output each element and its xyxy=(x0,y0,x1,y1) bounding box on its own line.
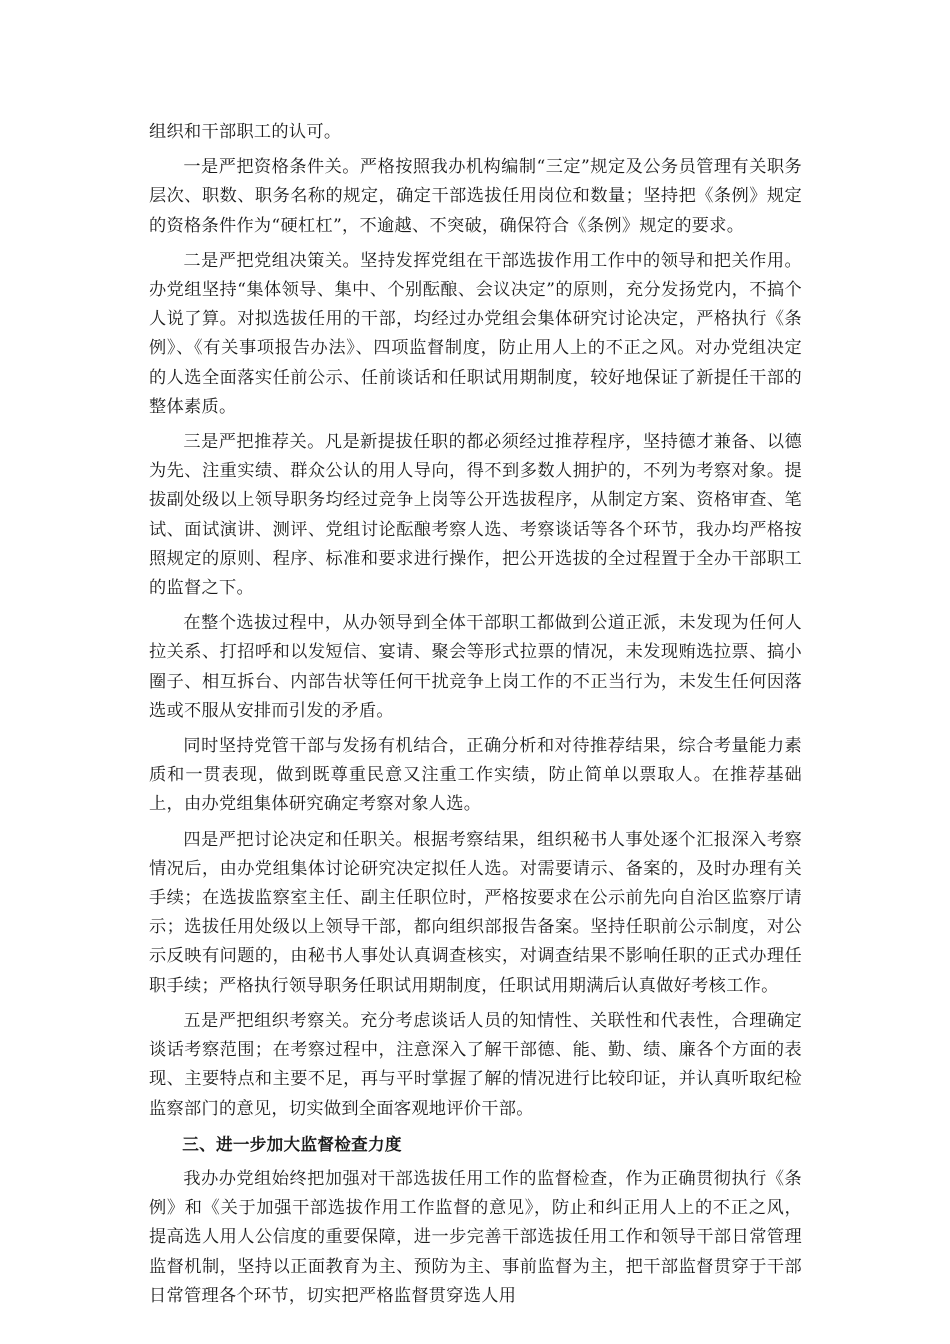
paragraph-qualification: 一是严把资格条件关。严格按照我办机构编制“三定”规定及公务员管理有关职务层次、职数、职务名称的规定，确定干部选拔任用岗位和数量；坚持把《条例》规定的资格条件作为“硬杠杠”，不逾越、不突破，确保符合《条例》规定的要求。 xyxy=(149,157,802,236)
paragraph-organizational-inspection: 五是严把组织考察关。充分考虑谈话人员的知情性、关联性和代表性，合理确定谈话考察范围；在考察过程中，注意深入了解干部德、能、勤、绩、廉各个方面的表现、主要特点和主要不足，再与平时掌握了解的情况进行比较印证，并认真听取纪检监察部门的意见，切实做到全面客观地评价干部。 xyxy=(149,1010,802,1119)
paragraph-recommendation: 三是严把推荐关。凡是新提拔任职的都必须经过推荐程序，坚持德才兼备、以德为先、注重实绩、群众公认的用人导向，得不到多数人拥护的，不列为考察对象。提拔副处级以上领导职务均经过竞争上岗等公开选拔程序，从制定方案、资格审查、笔试、面试演讲、测评、党组讨论酝酿考察人选、考察谈话等各个环节，我办均严格按照规定的原则、程序、标准和要求进行操作，把公开选拔的全过程置于全办干部职工的监督之下。 xyxy=(149,432,802,599)
section-heading: 三、进一步加大监督检查力度 xyxy=(182,1134,402,1154)
paragraph-continuation: 组织和干部职工的认可。 xyxy=(149,122,342,142)
paragraph-party-decision: 二是严把党组决策关。坚持发挥党组在干部选拔作用工作中的领导和把关作用。办党组坚持“集体领导、集中、个别酝酿、会议决定”的原则，充分发扬党内，不搞个人说了算。对拟选拔任用的干部，均经过办党组会集体研究讨论决定，严格执行《条例》、《有关事项报告办法》、四项监督制度，防止用人上的不正之风。对办党组决定的人选全面落实任前公示、任前谈话和任职试用期制度，较好地保证了新提任干部的整体素质。 xyxy=(149,250,802,417)
paragraph-supervision: 我办办党组始终把加强对干部选拔任用工作的监督检查，作为正确贯彻执行《条例》和《关于加强干部选拔作用工作监督的意见》，防止和纠正用人上的不正之风，提高选人用人公信度的重要保障，进一步完善干部选拔任用工作和领导干部日常管理监督机制，坚持以正面教育为主、预防为主、事前监督为主，把干部监督贯穿于干部日常管理各个环节，切实把严格监督贯穿选人用 xyxy=(149,1168,802,1306)
paragraph-selection-process: 在整个选拔过程中，从办领导到全体干部职工都做到公道正派，未发现为任何人拉关系、打招呼和以发短信、宴请、聚会等形式拉票的情况，未发现贿选拉票、搞小圈子、相互拆台、内部告状等任何干扰竞争上岗工作的不正当行为，未发生任何因落选或不服从安排而引发的矛盾。 xyxy=(149,613,802,721)
paragraph-discussion-decision: 四是严把讨论决定和任职关。根据考察结果，组织秘书人事处逐个汇报深入考察情况后，由办党组集体讨论研究决定拟任人选。对需要请示、备案的，及时办理有关手续；在选拔监察室主任、副主任职位时，严格按要求在公示前先向自治区监察厅请示；选拔任用处级以上领导干部，都向组织部报告备案。坚持任职前公示制度，对公示反映有问题的，由秘书人事处认真调查核实，对调查结果不影响任职的正式办理任职手续；严格执行领导职务任职试用期制度，任职试用期满后认真做好考核工作。 xyxy=(149,829,802,996)
paragraph-party-management: 同时坚持党管干部与发扬有机结合，正确分析和对待推荐结果，综合考量能力素质和一贯表现，做到既尊重民意又注重工作实绩，防止简单以票取人。在推荐基础上，由办党组集体研究确定考察对象人选。 xyxy=(149,736,802,815)
document-body xyxy=(149,118,802,1317)
